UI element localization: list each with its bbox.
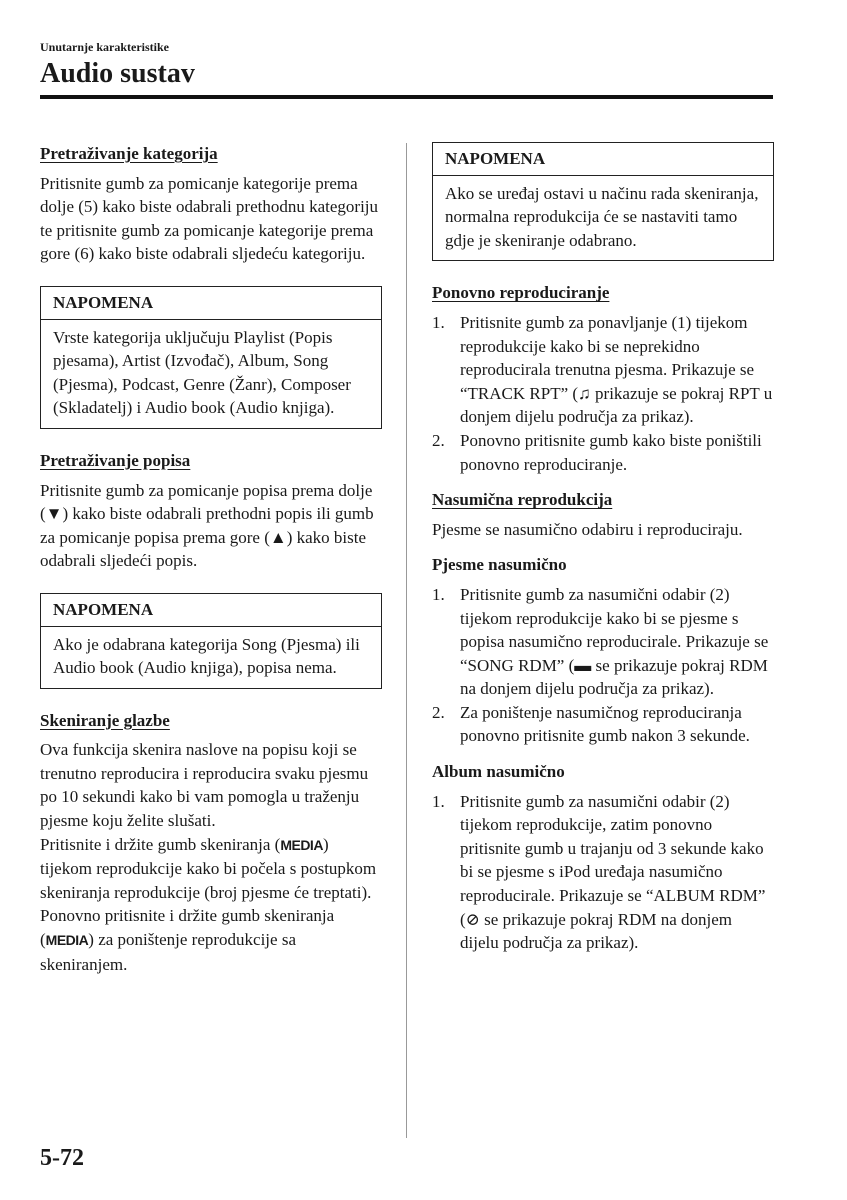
repeat-steps: [432, 311, 774, 476]
list-item: 1. Pritisnite gumb za nasumični odabir (2) tijekom reprodukcije kako bi se pjesme s popisa nasumično reproducirale. Prikazuje se “SONG RDM” (▬ se prikazuje pokraj RDM na donjem dijelu područja za prikaz).: [432, 584, 769, 699]
section-label: Unutarnje karakteristike: [40, 40, 169, 54]
left-column: [40, 142, 382, 976]
note-text: Ako se uređaj ostavi u načinu rada skeniranja, normalna reprodukcija će se nastaviti tamo gdje je skeniranje odabrano.: [445, 183, 759, 250]
list-item: 1. Pritisnite gumb za ponavljanje (1) tijekom reprodukcije kako bi se neprekidno reproducirala trenutna pjesma. Prikazuje se “TRACK RPT” (♫ prikazuje se pokraj RPT u donjem dijelu područja za prikaz).: [432, 312, 773, 427]
disc-icon: ⊘: [465, 909, 480, 929]
list-item: 1. Pritisnite gumb za nasumični odabir (2) tijekom reprodukcije, zatim ponovno pritisnite gumb u trajanju od 3 sekunde kako bi se pjesme s iPod uređaja nasumično reproducirale. Prikazuje se “ALBUM RDM” (⊘ se prikazuje pokraj RDM na donjem dijelu područja za prikaz).: [432, 791, 766, 953]
page-number: 5-72: [40, 1145, 84, 1171]
list-item: 2. Za poništenje nasumičnog reproduciranja ponovno pritisnite gumb nakon 3 sekunde.: [432, 702, 750, 746]
random-heading: Nasumična reprodukcija: [432, 490, 613, 510]
note-title: NAPOMENA: [433, 143, 773, 176]
songs-random-steps: [432, 583, 774, 748]
note-text: Ako je odabrana kategorija Song (Pjesma) ili Audio book (Audio knjiga), popisa nema.: [53, 634, 360, 678]
media-button-label: MEDIA: [45, 932, 89, 949]
songs-random-heading: Pjesme nasumično: [432, 555, 567, 575]
music-scan-instructions: Pritisnite i držite gumb skeniranja (MEDIA) tijekom reprodukcije kako bi počela s postupkom skeniranja reprodukcije (broj pjesme će treptati). Ponovno pritisnite i držite gumb skeniranja (MEDIA) za poništenje reprodukcije sa skeniranjem.: [40, 834, 377, 974]
up-arrow-icon: ▲: [269, 527, 287, 547]
header-rule: [40, 95, 773, 99]
note-title: NAPOMENA: [41, 287, 381, 320]
folder-icon: ▬: [574, 655, 592, 675]
column-divider: [406, 143, 407, 1138]
random-text: Pjesme se nasumično odabiru i reproduciraju.: [432, 519, 743, 539]
music-note-icon: ♫: [578, 383, 591, 403]
media-button-label: MEDIA: [280, 836, 323, 853]
music-scan-text: Ova funkcija skenira naslove na popisu koji se trenutno reproducira i reproducira svaku pjesmu po 10 sekundi kako bi vam pomogla u traženju pjesme koju želite slušati.: [40, 740, 369, 831]
category-search-text: Pritisnite gumb za pomicanje kategorije prema dolje (5) kako biste odabrali prethodnu kategoriju te pritisnite gumb za pomicanje kategorije prema gore (6) kako biste odabrali sljedeću kategoriju.: [40, 173, 379, 264]
list-item: 2. Ponovno pritisnite gumb kako biste poništili ponovno reproduciranje.: [432, 430, 762, 474]
page-title: Audio sustav: [40, 58, 195, 89]
album-random-heading: Album nasumično: [432, 762, 565, 782]
note-box-list: [40, 593, 382, 689]
note-text: Vrste kategorija uključuju Playlist (Popis pjesama), Artist (Izvođač), Album, Song (Pjesma), Podcast, Genre (Žanr), Composer (Skladatelj) i Audio book (Audio knjiga).: [53, 327, 351, 418]
down-arrow-icon: ▼: [45, 504, 63, 524]
list-search-text: Pritisnite gumb za pomicanje popisa prema dolje (▼) kako biste odabrali prethodni popis ili gumb za pomicanje popisa prema gore (▲) kako biste odabrali sljedeći popis.: [40, 480, 374, 571]
music-scan-heading: Skeniranje glazbe: [40, 710, 170, 730]
note-title: NAPOMENA: [41, 594, 381, 627]
right-column: [432, 142, 774, 955]
album-random-steps: [432, 790, 774, 955]
note-box-categories: [40, 286, 382, 429]
category-search-heading: Pretraživanje kategorija: [40, 144, 218, 163]
note-box-scan: [432, 142, 774, 261]
repeat-heading: Ponovno reproduciranje: [432, 283, 610, 303]
list-search-heading: Pretraživanje popisa: [40, 450, 191, 470]
